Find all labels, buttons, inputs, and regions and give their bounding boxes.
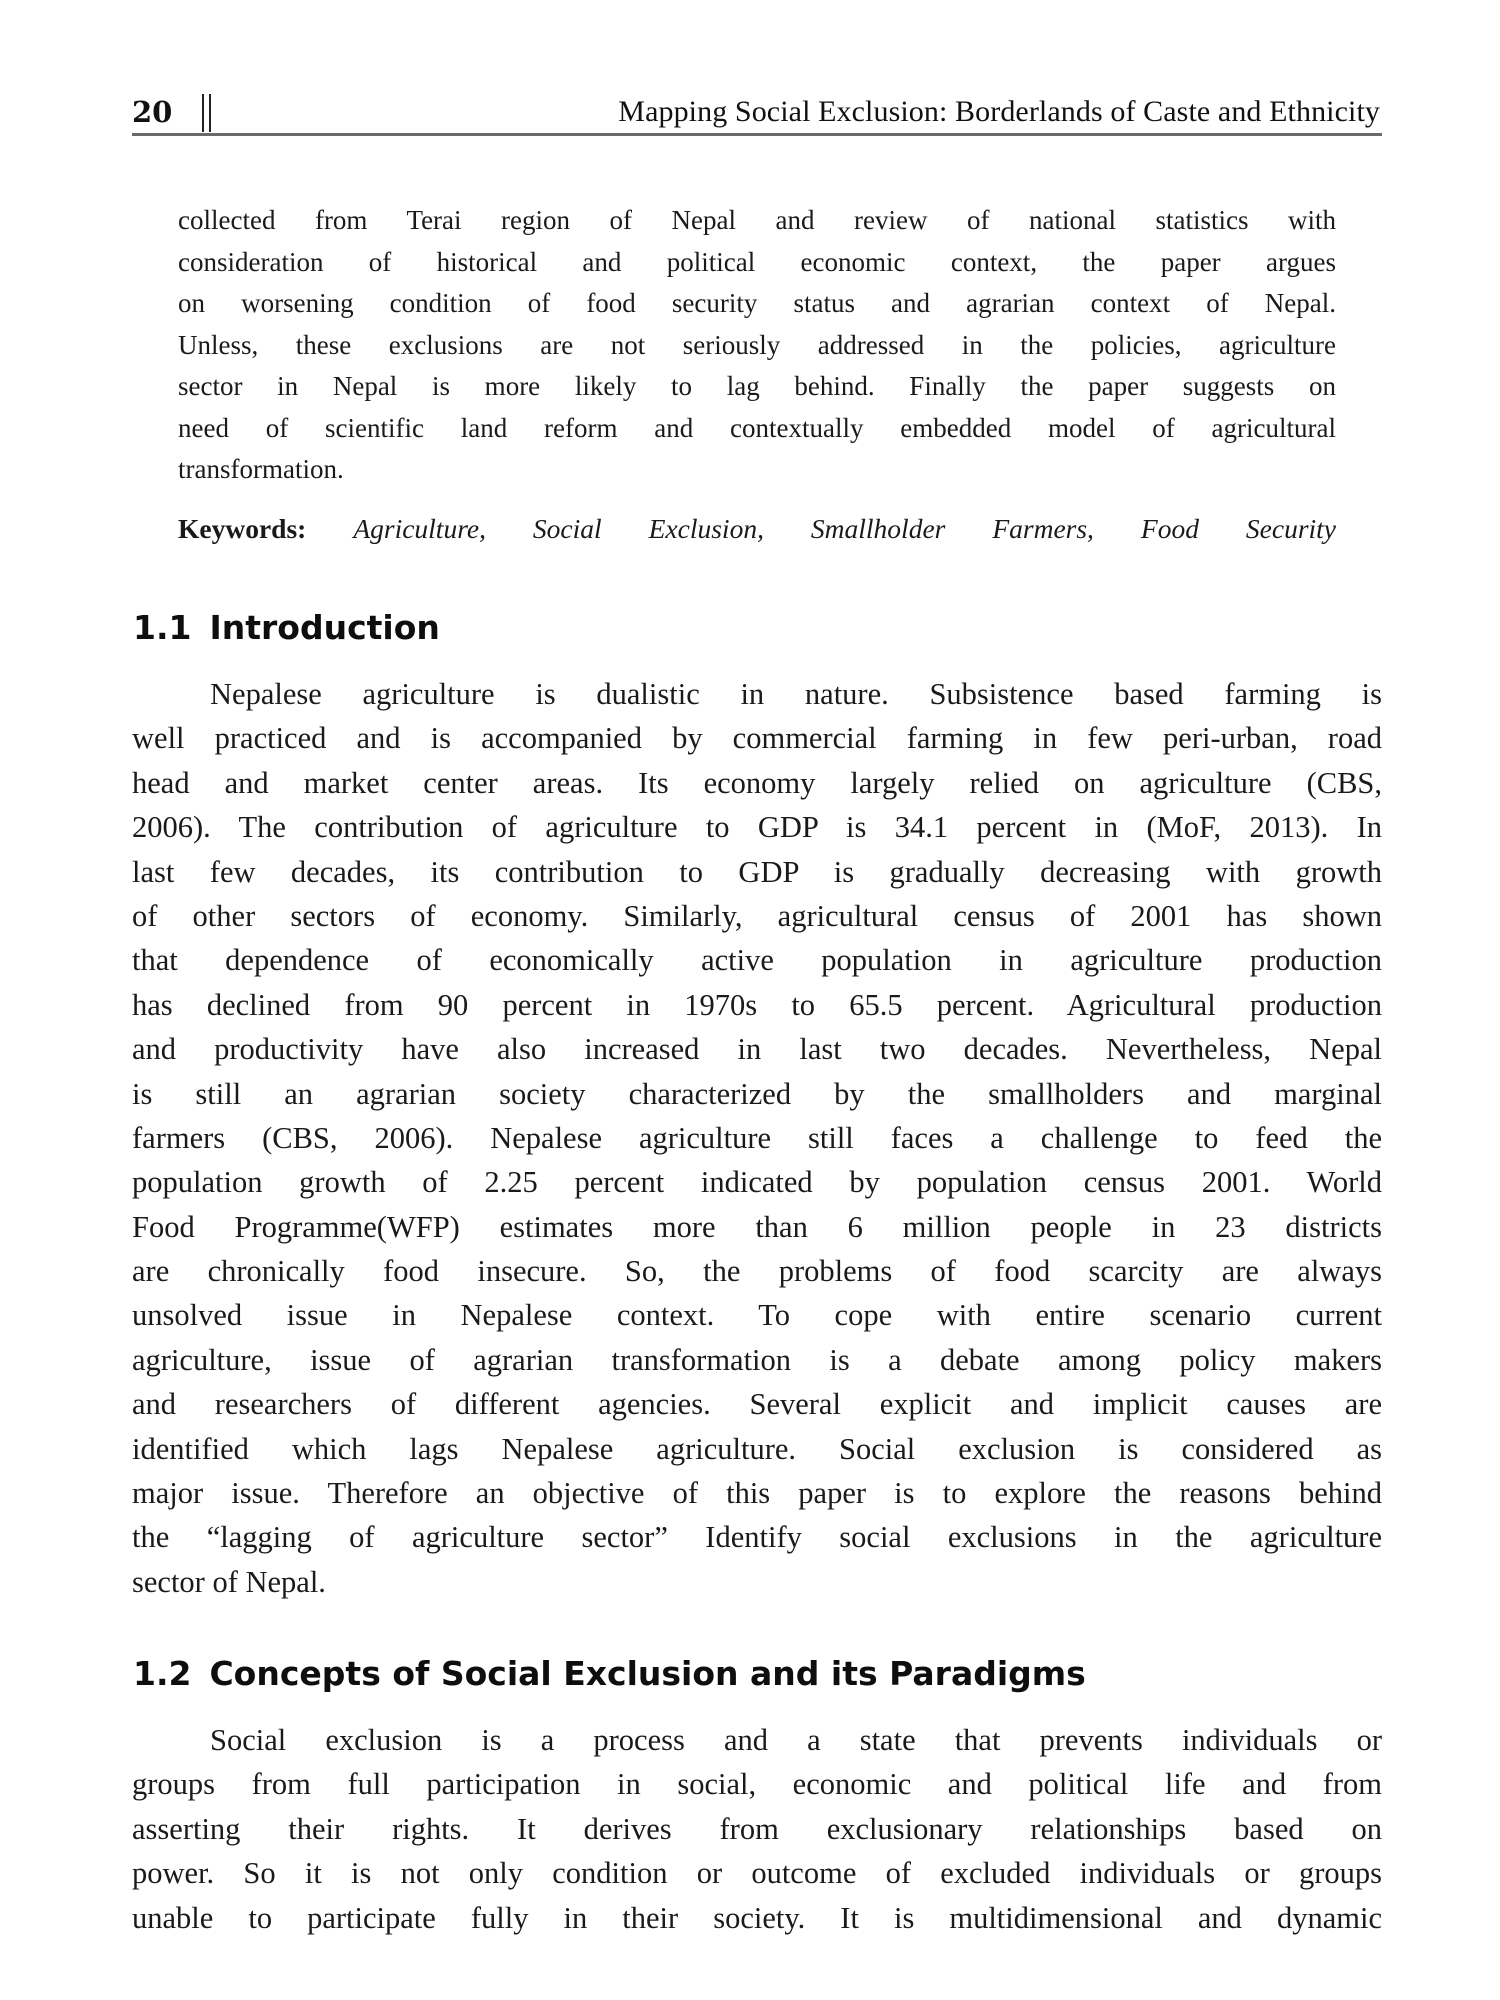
header-rule [132,133,1382,136]
header-separator-bars [202,94,211,132]
abstract-continuation [178,200,1336,491]
running-header [132,92,1380,132]
keywords [178,508,1336,550]
paragraph-line: head and market center areas. Its economy largely relied on agriculture (CBS, [132,765,1382,800]
paragraph-line: the “lagging of agriculture sector” Identify social exclusions in the agriculture [132,1520,1382,1555]
paragraph-line: unable to participate fully in their society. It is multidimensional and dynamic [132,1900,1382,1935]
abstract-line: on worsening condition of food security status and agrarian context of Nepal. [178,288,1336,318]
abstract-line: need of scientific land reform and contextually embedded model of agricultural [178,412,1336,443]
paragraph-line: has declined from 90 percent in 1970s to 65.5 percent. Agricultural production [132,987,1382,1022]
paragraph-line: Food Programme(WFP) estimates more than 6 million people in 23 districts [132,1209,1382,1244]
running-title: Mapping Social Exclusion: Borderlands of Caste and Ethnicity [618,95,1380,128]
page-number: 20 [132,95,173,129]
introduction-paragraph [132,672,1382,1604]
abstract-line: transformation. [178,454,344,484]
abstract-line: collected from Terai region of Nepal and review of national statistics with [178,205,1336,235]
section-heading-introduction [133,606,440,650]
paragraph-line: population growth of 2.25 percent indicated by population census 2001. World [132,1165,1382,1200]
paragraph-line: farmers (CBS, 2006). Nepalese agriculture still faces a challenge to feed the [132,1120,1382,1155]
paragraph-line: are chronically food insecure. So, the problems of food scarcity are always [132,1254,1382,1289]
section-title: Introduction [209,608,440,647]
paragraph-line: and researchers of different agencies. Several explicit and implicit causes are [132,1387,1382,1422]
paragraph-line: identified which lags Nepalese agriculture. Social exclusion is considered as [132,1431,1382,1466]
paragraph-line: 2006). The contribution of agriculture to GDP is 34.1 percent in (MoF, 2013). In [132,810,1382,845]
section-title: Concepts of Social Exclusion and its Paradigms [209,1654,1086,1693]
paragraph-line: groups from full participation in social, economic and political life and from [132,1767,1382,1802]
keywords-label: Keywords: [178,513,307,544]
section-number: 1.2 [133,1654,192,1693]
abstract-line: Unless, these exclusions are not seriously addressed in the policies, agriculture [178,329,1336,360]
paragraph-line: sector of Nepal. [132,1564,326,1599]
section-number: 1.1 [133,608,192,647]
paragraph-line: of other sectors of economy. Similarly, agricultural census of 2001 has shown [132,898,1382,933]
concepts-paragraph [132,1718,1382,1940]
section-heading-concepts [133,1652,1086,1696]
paragraph-line: unsolved issue in Nepalese context. To cope with entire scenario current [132,1298,1382,1333]
paragraph-line: agriculture, issue of agrarian transformation is a debate among policy makers [132,1342,1382,1377]
abstract-line: sector in Nepal is more likely to lag behind. Finally the paper suggests on [178,371,1336,401]
paragraph-line: major issue. Therefore an objective of this paper is to explore the reasons behind [132,1476,1382,1511]
paragraph-line: asserting their rights. It derives from exclusionary relationships based on [132,1811,1382,1846]
paragraph-line: Social exclusion is a process and a state that prevents individuals or [210,1723,1382,1757]
paragraph-line: last few decades, its contribution to GDP is gradually decreasing with growth [132,854,1382,889]
paragraph-line: and productivity have also increased in last two decades. Nevertheless, Nepal [132,1032,1382,1067]
keywords-list: Agriculture, Social Exclusion, Smallholder Farmers, Food Security [353,513,1337,544]
paragraph-line: well practiced and is accompanied by commercial farming in few peri-urban, road [132,721,1382,756]
paragraph-line: Nepalese agriculture is dualistic in nature. Subsistence based farming is [210,677,1382,711]
paragraph-line: is still an agrarian society characterized by the smallholders and marginal [132,1076,1382,1111]
abstract-line: consideration of historical and political economic context, the paper argues [178,246,1336,277]
paragraph-line: power. So it is not only condition or outcome of excluded individuals or groups [132,1856,1382,1891]
paragraph-line: that dependence of economically active population in agriculture production [132,943,1382,978]
